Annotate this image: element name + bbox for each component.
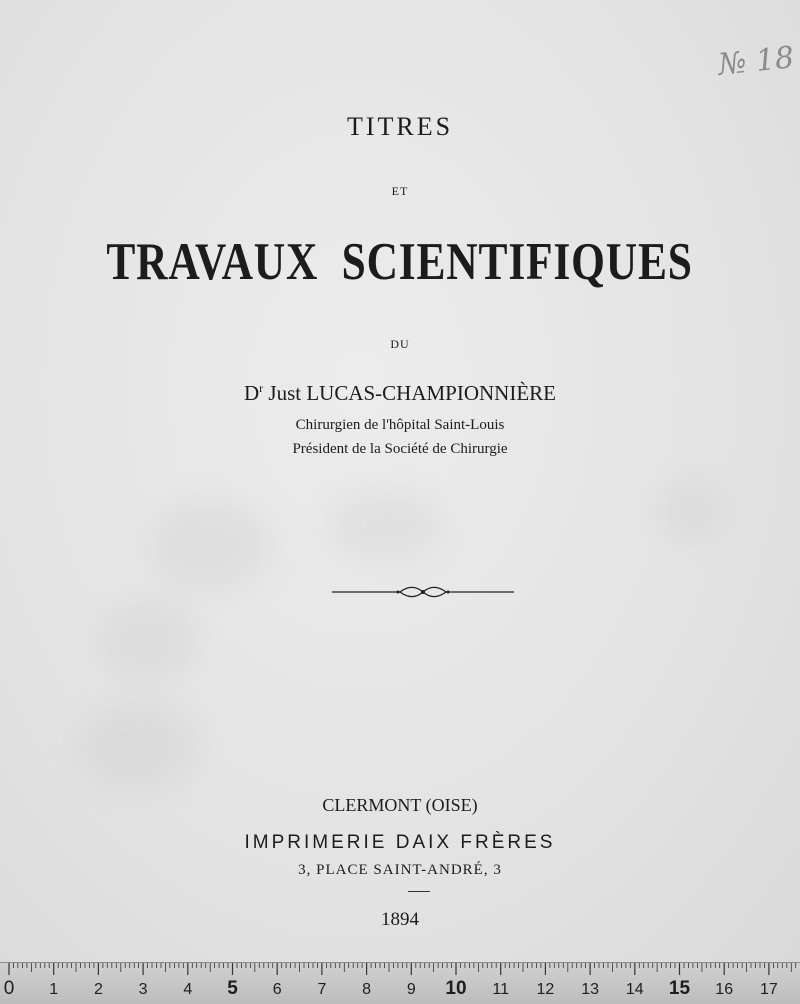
paper-stain [100,600,200,680]
ruler-label: 9 [406,981,416,998]
imprint-city: CLERMONT (OISE) [322,795,478,815]
paper-stain [660,480,720,540]
ruler-label: 12 [536,981,555,998]
ruler-label: 15 [668,978,691,999]
paper-stain [150,500,270,590]
ruler-label: 3 [138,981,148,998]
imprint-address: 3, PLACE SAINT-ANDRÉ, 3 [298,862,502,878]
ruler-label: 14 [625,981,644,998]
imprint-rule [408,891,430,892]
title-et: ET [391,184,409,198]
ruler-label: 0 [3,978,15,999]
paper-stain [80,700,200,790]
ruler-label: 10 [445,978,467,999]
author-name: Just LUCAS-CHAMPIONNIÈRE [268,381,557,405]
ornament-divider [330,585,516,599]
ruler-scale [0,963,800,1004]
paper-stain [330,490,440,560]
main-title [0,232,800,292]
title-scientifiques: SCIENTIFIQUES [341,233,694,291]
ruler-label: 8 [362,981,372,998]
author-prefix: D [243,381,260,405]
ruler-label: 1 [49,981,59,998]
author-role-2: Président de la Société de Chirurgie [292,441,508,457]
author-line [0,381,800,406]
ruler-label: 2 [93,981,103,998]
catalog-number-annotation: № 18 [716,40,796,83]
ruler-label: 16 [715,981,734,998]
ruler-label: 5 [227,978,238,999]
ruler-label: 11 [492,981,510,998]
title-du: DU [390,337,410,351]
title-titres: TITRES [346,112,454,141]
ruler-label: 13 [581,981,599,998]
author-prefix-sup: r [259,381,264,395]
main-title-text [107,232,693,292]
imprint-year: 1894 [381,909,419,930]
title-travaux: TRAVAUX [106,233,319,291]
author-role-1: Chirurgien de l'hôpital Saint-Louis [295,417,505,433]
imprint-printer: IMPRIMERIE DAIX FRÈRES [244,832,556,853]
ruler-label: 17 [760,981,778,998]
measurement-ruler [0,962,800,1004]
ruler-label: 7 [317,981,327,998]
ruler-label: 4 [183,981,193,998]
ruler-label: 6 [272,981,282,998]
